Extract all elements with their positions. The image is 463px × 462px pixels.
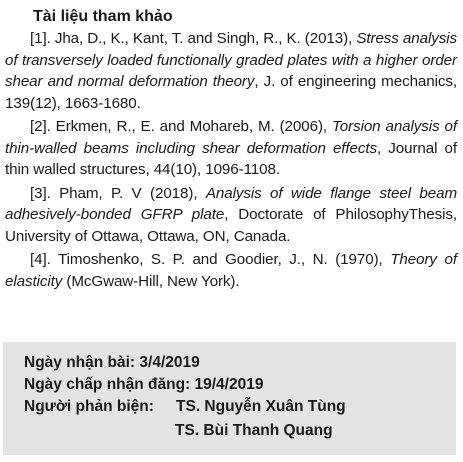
reference-item-1 — [5, 28, 457, 114]
references-heading: Tài liệu tham khảo — [33, 8, 173, 25]
article-info-box — [3, 342, 456, 455]
reference-title: Theory of elasticity — [5, 251, 457, 290]
reference-item-4 — [5, 249, 457, 292]
reference-text: [1]. Jha, D., K., Kant, T. and Singh, R., K. (2013), — [30, 30, 357, 47]
reference-text: [4]. Timoshenko, S. P. and Goodier, J., N. (1970), — [30, 251, 391, 268]
reference-title: Torsion analysis of thin-walled beams including shear deformation effects — [5, 118, 457, 157]
reviewer-name-1: TS. Nguyễn Xuân Tùng — [176, 398, 346, 415]
reviewer-line — [24, 397, 346, 417]
reference-text: [3]. Pham, P. V (2018), — [30, 184, 206, 202]
reference-item-2 — [5, 116, 457, 181]
accepted-date: Ngày chấp nhận đăng: 19/4/2019 — [24, 376, 264, 393]
reference-text: , Doctorate of PhilosophyThesis, University of Ottawa, Ottawa, ON, Canada. — [5, 206, 457, 245]
reference-text: [2]. Erkmen, R., E. and Mohareb, M. (2006), — [30, 118, 332, 135]
reference-title: Analysis of wide flange steel beam adhesively-bonded GFRP plate — [5, 184, 458, 223]
reference-item-3 — [5, 183, 457, 248]
reference-text: , J. of engineering mechanics, 139(12), 1663-1680. — [5, 73, 457, 112]
reference-text: , Journal of thin walled structures, 44(10), 1096-1108. — [5, 139, 457, 178]
reviewer-name-2: TS. Bùi Thanh Quang — [175, 422, 333, 439]
reference-title: Stress analysis of transversely loaded functionally graded plates with a higher order shear and normal deformation theory — [5, 30, 457, 90]
received-date: Ngày nhận bài: 3/4/2019 — [24, 354, 200, 371]
reviewer-label: Người phản biện: — [24, 398, 154, 415]
reference-text: (McGwaw-Hill, New York). — [62, 272, 240, 290]
references-section — [5, 6, 457, 294]
